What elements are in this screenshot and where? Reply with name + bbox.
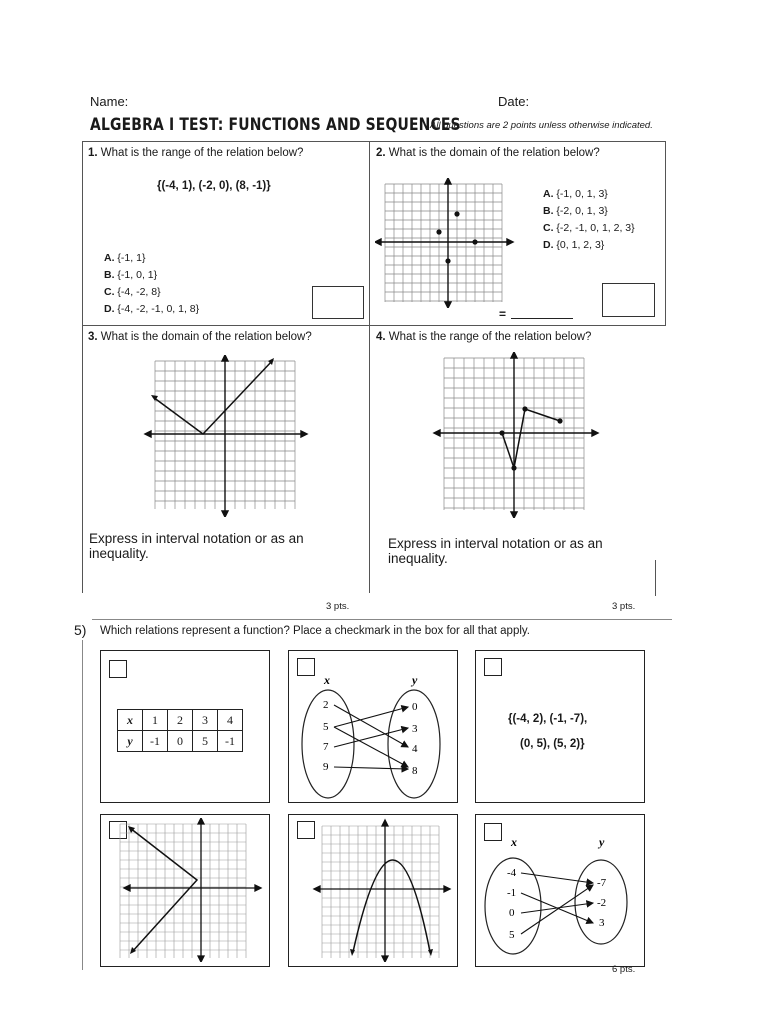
q5-set-line1: {(-4, 2), (-1, -7), [508, 713, 588, 725]
mapping2-domain-value: 0 [509, 907, 515, 919]
mapping2-x-label: x [511, 835, 517, 849]
table-x-cell: 3 [193, 710, 218, 731]
q5-checkbox-table[interactable] [109, 660, 127, 678]
frame-middle [369, 141, 370, 593]
mapping1-range-value: 0 [412, 701, 418, 713]
q5-graph-lines [104, 818, 264, 962]
frame-right-stub [655, 560, 656, 596]
q1-option-a[interactable]: A. {-1, 1} [104, 252, 146, 264]
points-note: All questions are 2 points unless otherwise indicated. [430, 120, 653, 131]
q1-option-b[interactable]: B. {-1, 0, 1} [104, 269, 158, 281]
q5-graph-parabola [292, 818, 452, 962]
q4-prompt: 4. What is the range of the relation below? [376, 331, 592, 343]
q2-graph [375, 178, 523, 308]
q1-option-d[interactable]: D. {-4, -2, -1, 0, 1, 8} [104, 303, 200, 315]
mapping1-domain-value: 9 [323, 761, 329, 773]
mapping1-domain-value: 5 [323, 721, 329, 733]
q1-answer-box[interactable] [312, 286, 364, 319]
q4-express: Express in interval notation or as an inequality. [388, 536, 603, 566]
q2-answer-box[interactable] [602, 283, 655, 317]
mapping1-range-value: 3 [412, 723, 418, 735]
q5-checkbox-set[interactable] [484, 658, 502, 676]
q2-answer-line[interactable] [511, 318, 573, 319]
frame-right [665, 141, 666, 326]
name-label: Name: [90, 94, 129, 109]
frame-left [82, 141, 83, 593]
table-x-cell: 1 [143, 710, 168, 731]
table-y-cell: -1 [218, 731, 243, 752]
mapping1-y-label: y [412, 673, 418, 687]
q5-set-line2: (0, 5), (5, 2)} [520, 738, 585, 750]
q1-option-c[interactable]: C. {-4, -2, 8} [104, 286, 161, 298]
q5-left-rule [82, 640, 83, 970]
q5-number: 5) [74, 622, 87, 638]
q2-option-b[interactable]: B. {-2, 0, 1, 3} [543, 205, 608, 217]
mapping2-range-value: -7 [597, 877, 607, 889]
q3-express: Express in interval notation or as an inequality. [89, 531, 304, 561]
table-y-label: y [118, 731, 143, 752]
q5-prompt: Which relations represent a function? Place a checkmark in the box for all that apply. [100, 625, 530, 637]
mapping2-range-value: 3 [599, 917, 605, 929]
table-y-cell: 5 [193, 731, 218, 752]
q5-top-rule [92, 619, 672, 620]
table-x-cell: 4 [218, 710, 243, 731]
mapping1-domain-value: 7 [323, 741, 329, 753]
q2-options [543, 186, 635, 254]
q3-points: 3 pts. [326, 601, 350, 612]
q4-points: 3 pts. [612, 601, 636, 612]
mapping2-domain-value: 5 [509, 929, 515, 941]
table-y-cell: 0 [168, 731, 193, 752]
frame-top [82, 141, 666, 142]
table-x-label: x [118, 710, 143, 731]
mapping1-domain-value: 2 [323, 699, 329, 711]
mapping1-range-value: 4 [412, 743, 418, 755]
q4-graph [432, 352, 600, 518]
q2-option-c[interactable]: C. {-2, -1, 0, 1, 2, 3} [543, 222, 635, 234]
table-x-cell: 2 [168, 710, 193, 731]
q2-option-d[interactable]: D. {0, 1, 2, 3} [543, 239, 605, 251]
mapping1-range-value: 8 [412, 765, 418, 777]
q1-options [104, 250, 199, 318]
mapping2-range-value: -2 [597, 897, 607, 909]
mapping2-domain-value: -4 [507, 867, 517, 879]
q1-prompt: 1. What is the range of the relation below? [88, 147, 304, 159]
date-label: Date: [498, 94, 530, 109]
mapping1-x-label: x [324, 673, 330, 687]
q5-mapping2-diagram [477, 832, 641, 962]
test-title: ALGEBRA I TEST: FUNCTIONS AND SEQUENCES [90, 115, 461, 135]
mapping2-y-label: y [599, 835, 605, 849]
frame-row-divider [82, 325, 666, 326]
q3-graph [143, 355, 309, 517]
q2-equals: = [499, 307, 507, 321]
q3-prompt: 3. What is the domain of the relation below? [88, 331, 312, 343]
q5-table [117, 709, 243, 752]
table-y-cell: -1 [143, 731, 168, 752]
q2-prompt: 2. What is the domain of the relation below? [376, 147, 600, 159]
mapping2-domain-value: -1 [507, 887, 517, 899]
q5-points: 6 pts. [612, 964, 636, 975]
q2-option-a[interactable]: A. {-1, 0, 1, 3} [543, 188, 608, 200]
q5-mapping1-diagram [290, 670, 454, 800]
q1-relation: {(-4, 1), (-2, 0), (8, -1)} [157, 180, 271, 192]
